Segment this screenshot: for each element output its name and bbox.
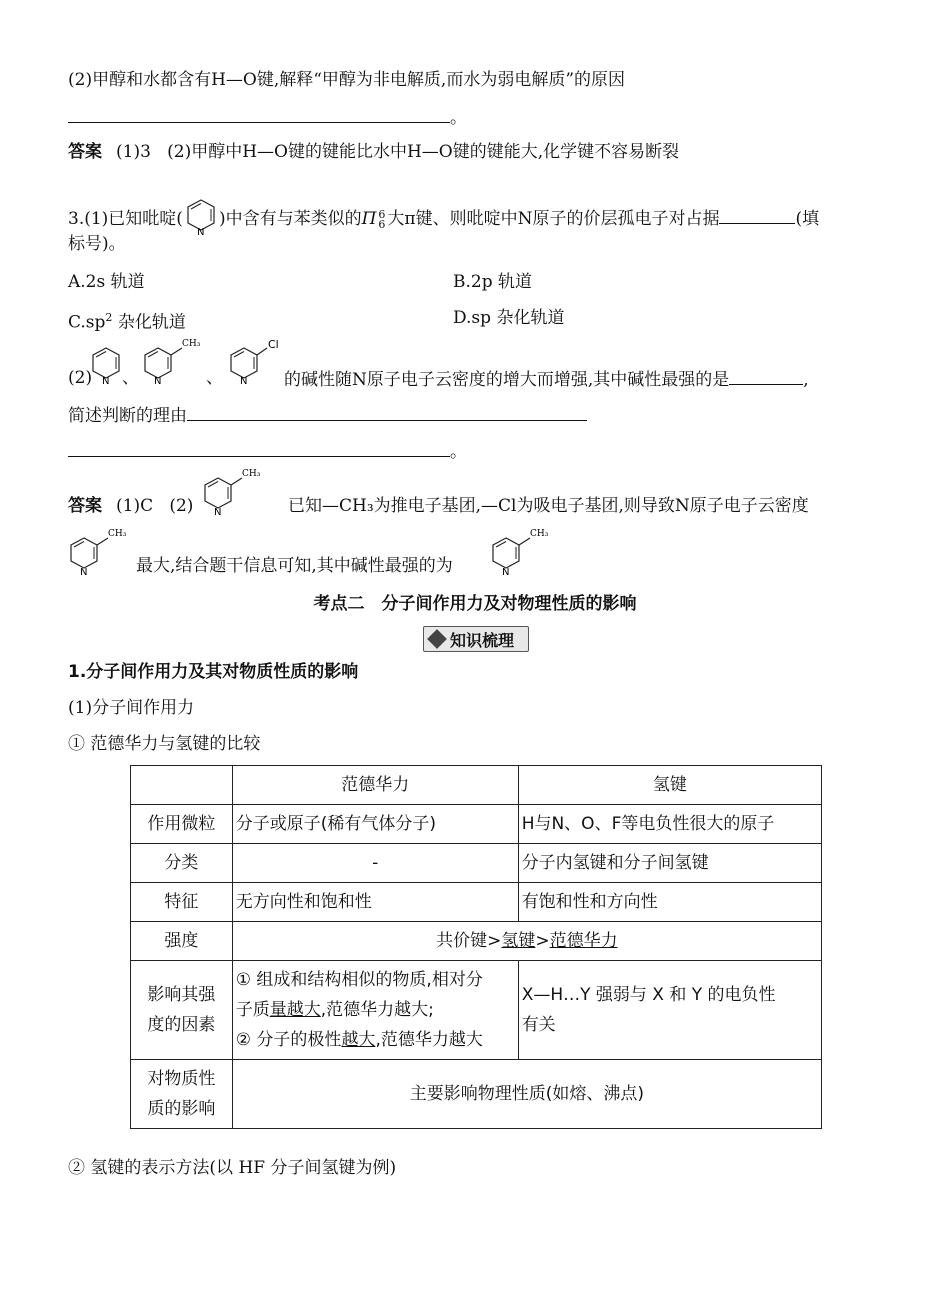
table-cell: 分子内氢键和分子间氢键 xyxy=(518,844,821,883)
q2-part2-answer-line xyxy=(68,104,467,130)
comma: , xyxy=(803,370,809,390)
q3-part2-label: (2) xyxy=(68,368,93,388)
table-row xyxy=(131,922,822,961)
table-row xyxy=(131,844,822,883)
nitrogen-label: N xyxy=(240,376,248,387)
factor-line2 xyxy=(236,995,515,1025)
answer-blank[interactable] xyxy=(719,205,795,224)
methyl-label: CH₃ xyxy=(108,529,127,539)
factor-text: ,范德华力越大 xyxy=(375,1030,483,1050)
answer-label: 答案 xyxy=(68,496,102,516)
row-label-line1: 对物质性 xyxy=(147,1069,216,1089)
option-c-sup: 2 xyxy=(105,311,113,324)
strength-cell xyxy=(232,922,821,961)
subsection-heading-2: (1)分子间作用力 xyxy=(68,698,195,718)
hbond-notation-heading: ② 氢键的表示方法(以 HF 分子间氢键为例) xyxy=(68,1158,397,1178)
nitrogen-label: N xyxy=(154,376,162,387)
table-cell: 分子或原子(稀有气体分子) xyxy=(232,805,518,844)
table-cell: H与N、O、F等电负性很大的原子 xyxy=(518,805,821,844)
diamond-icon xyxy=(427,629,447,649)
row-label-line2: 度的因素 xyxy=(147,1015,216,1035)
option-d[interactable]: D.sp 杂化轨道 xyxy=(453,308,565,328)
period: 。 xyxy=(450,108,467,128)
comparison-table xyxy=(130,765,822,1129)
row-label xyxy=(131,961,233,1060)
answer-3-explain2: 最大,结合题干信息可知,其中碱性最强的为 xyxy=(136,556,453,576)
q3-part2-text xyxy=(284,366,809,392)
table-row xyxy=(131,805,822,844)
factor-text: ② 分子的极性 xyxy=(235,1030,342,1050)
option-b[interactable]: B.2p 轨道 xyxy=(453,272,532,292)
hbond-factor-line1: X—H…Y 强弱与 X 和 Y 的电负性 xyxy=(521,985,776,1005)
chlorine-label: Cl xyxy=(268,338,279,351)
table-cell xyxy=(131,766,233,805)
table-cell: - xyxy=(232,844,518,883)
strength-covalent: 共价键> xyxy=(436,931,502,951)
row-label: 强度 xyxy=(131,922,233,961)
factor-text: 子质 xyxy=(235,1000,270,1020)
period: 。 xyxy=(450,442,467,462)
badge-label: 知识梳理 xyxy=(450,630,515,650)
q3-part2-line3 xyxy=(68,438,467,464)
q3-part1-b: )中含有与苯类似的 xyxy=(218,209,362,229)
option-c[interactable] xyxy=(68,306,186,335)
factor-line3 xyxy=(236,1025,515,1055)
q3-part1-d: (填 xyxy=(795,209,820,229)
effect-cell: 主要影响物理性质(如熔、沸点) xyxy=(232,1060,821,1129)
knowledge-badge xyxy=(423,626,529,652)
pi-subscript: 6 xyxy=(378,217,386,231)
methyl-label: CH₃ xyxy=(182,339,201,349)
hbond-factor-line2: 有关 xyxy=(521,1015,556,1035)
answer-blank[interactable] xyxy=(729,366,803,385)
nitrogen-label: N xyxy=(80,567,88,578)
pi-superscript: 6 xyxy=(378,207,386,221)
factor-text: ,范德华力越大; xyxy=(320,1000,434,1020)
option-c-text: C.sp xyxy=(68,312,106,333)
nitrogen-label: N xyxy=(196,227,205,238)
section-title: 考点二 分子间作用力及对物理性质的影响 xyxy=(313,594,637,614)
nitrogen-label: N xyxy=(102,376,110,387)
row-label: 作用微粒 xyxy=(131,805,233,844)
table-header-row xyxy=(131,766,822,805)
q3-part1-line2: 标号)。 xyxy=(68,234,126,254)
strength-vdw: 范德华力 xyxy=(549,931,618,951)
pi-symbol: Π xyxy=(361,209,377,229)
answer-blank[interactable] xyxy=(68,104,450,123)
row-label xyxy=(131,1060,233,1129)
row-label-line1: 影响其强 xyxy=(147,985,216,1005)
table-row xyxy=(131,1060,822,1129)
table-cell: 无方向性和饱和性 xyxy=(232,883,518,922)
methyl-label: CH₃ xyxy=(530,529,549,539)
q3-part2-line2 xyxy=(68,402,587,428)
option-a[interactable]: A.2s 轨道 xyxy=(68,272,145,292)
q3-part2-reason-label: 简述判断的理由 xyxy=(68,406,187,426)
separator: 、 xyxy=(206,368,223,388)
table-cell xyxy=(232,961,518,1060)
answer-2-part1: (1)3 xyxy=(116,142,151,162)
q3-part2-b: 的碱性随N原子电子云密度的增大而增强,其中碱性最强的是 xyxy=(284,370,730,390)
answer-3-part1: (1)C xyxy=(116,496,154,516)
row-label: 分类 xyxy=(131,844,233,883)
q3-part1-c: 大π键、则吡啶中N原子的价层孤电子对占据 xyxy=(387,209,720,229)
table-row xyxy=(131,961,822,1060)
3-methylpyridine-structure xyxy=(138,334,210,388)
header-vdw: 范德华力 xyxy=(232,766,518,805)
3-methylpyridine-structure xyxy=(486,522,562,578)
table-row xyxy=(131,883,822,922)
nitrogen-label: N xyxy=(214,507,222,518)
answer-2-part2: (2)甲醇中H—O键的键能比水中H—O键的键能大,化学键不容易断裂 xyxy=(167,142,680,162)
table-caption: ① 范德华力与氢键的比较 xyxy=(68,734,261,754)
q3-part1-a: 3.(1)已知吡啶( xyxy=(68,209,183,229)
3-methylpyridine-structure xyxy=(198,462,274,518)
answer-label: 答案 xyxy=(68,142,102,162)
table-cell xyxy=(518,961,821,1060)
strength-gt: > xyxy=(535,931,550,951)
q2-part2-text: (2)甲醇和水都含有H—O键,解释“甲醇为非电解质,而水为弱电解质”的原因 xyxy=(68,70,626,90)
row-label-line2: 质的影响 xyxy=(147,1099,216,1119)
header-hbond: 氢键 xyxy=(518,766,821,805)
table-cell: 有饱和性和方向性 xyxy=(518,883,821,922)
answer-2 xyxy=(68,140,679,164)
option-c-tail: 杂化轨道 xyxy=(112,312,186,333)
row-label: 特征 xyxy=(131,883,233,922)
separator: 、 xyxy=(122,368,139,388)
methyl-label: CH₃ xyxy=(242,469,261,479)
strength-hbond: 氢键 xyxy=(501,931,536,951)
factor-emph: 量越大 xyxy=(269,1000,321,1020)
answer-3-part2: (2) xyxy=(169,496,194,516)
nitrogen-label: N xyxy=(502,567,510,578)
factor-emph: 越大 xyxy=(341,1030,376,1050)
3-methylpyridine-structure xyxy=(64,522,140,578)
q3-part1 xyxy=(68,194,819,238)
answer-blank[interactable] xyxy=(68,438,450,457)
subsection-heading: 1.分子间作用力及其对物质性质的影响 xyxy=(68,662,359,682)
answer-3-explain1: 已知—CH₃为推电子基团,—Cl为吸电子基团,则导致N原子电子云密度 xyxy=(288,496,809,516)
3-chloropyridine-structure xyxy=(226,334,286,388)
pyridine-structure xyxy=(183,194,219,238)
answer-blank[interactable] xyxy=(187,402,587,421)
factor-line1: ① 组成和结构相似的物质,相对分 xyxy=(235,970,483,990)
answer-3-head xyxy=(68,494,193,518)
